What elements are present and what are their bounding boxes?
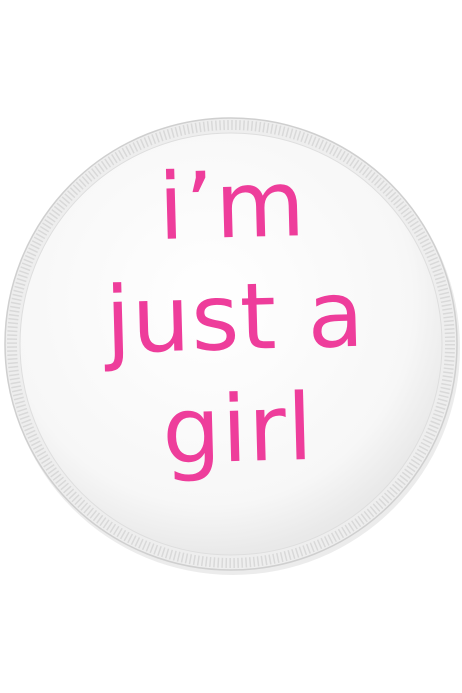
- text-line-2: just a: [103, 260, 367, 375]
- text-line-3: girl: [160, 373, 315, 485]
- text-line-1: i’m: [156, 150, 308, 261]
- embroidered-text: [36, 145, 435, 491]
